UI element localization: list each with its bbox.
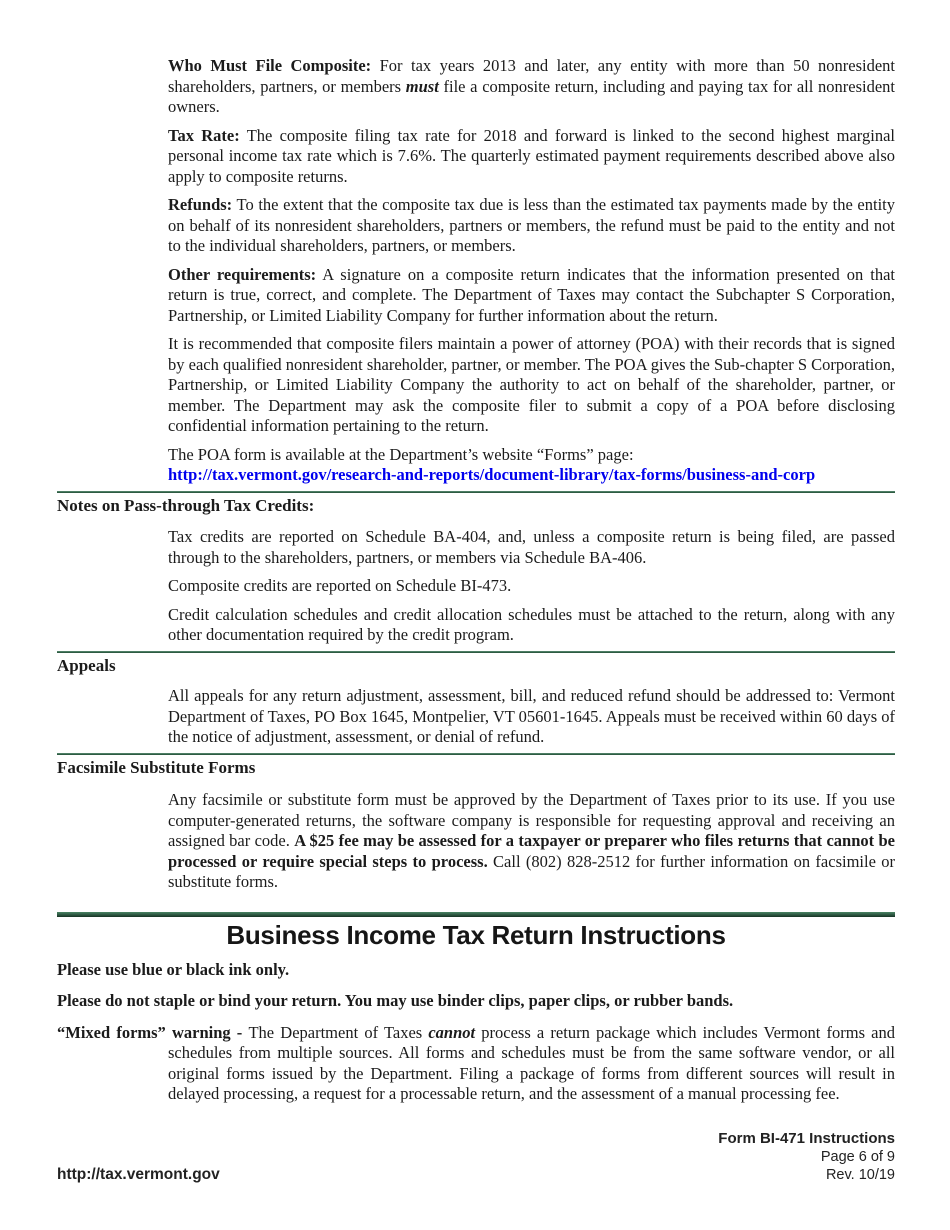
paragraph-who-must-file: Who Must File Composite: For tax years 2013 and later, any entity with more than 50 nonresident shareholders, partners, or members must file a composite return, including and paying tax for all nonresident owners.: [168, 56, 896, 116]
footer-revision: Rev. 10/19: [825, 1166, 895, 1183]
appeals-section-heading: Appeals: [57, 655, 116, 675]
paragraph-other-requirements: Other requirements: A signature on a composite return indicates that the information presented on that return is true, correct, and complete. The Department of Taxes may contact the Subchapter S Corporation, Partnership, or Limited Liability Company for further information about the return.: [168, 264, 895, 325]
paragraph-facsimile: Any facsimile or substitute form must be approved by the Department of Taxes prior to its use. If you use computer-generated returns, the software company is responsible for requesting approval and receiving an assigned bar code. A $25 fee may be assessed for a taxpayer or preparer who files returns that cannot be processed or require special steps to process. Call (802) 828-2512 for further information on facsimile or substitute forms.: [168, 790, 895, 891]
section-divider: [57, 491, 895, 493]
section-divider: [57, 651, 895, 653]
page-title: Business Income Tax Return Instructions: [226, 919, 726, 950]
section-divider: [57, 753, 895, 755]
paragraph-credit-calculation: Credit calculation schedules and credit allocation schedules must be attached to the return, along with any other documentation required by the credit program.: [168, 604, 895, 644]
title-divider: [57, 912, 895, 917]
poa-form-text: The POA form is available at the Department’s website “Forms” page:: [168, 444, 634, 464]
paragraph-appeals: All appeals for any return adjustment, assessment, bill, and reduced refund should be addressed to: Vermont Department of Taxes, PO Box 1645, Montpelier, VT 05601-1645. Appeals must be received within 60 days of the notice of adjustment, assessment, or denial of refund.: [168, 686, 895, 746]
paragraph-refunds: Refunds: To the extent that the composite tax due is less than the estimated tax payments made by the entity on behalf of its nonresident shareholders, partners or members, the refund must be paid to the entity and not to the individual shareholders, partners, or members.: [168, 195, 895, 255]
paragraph-credits-reported: Tax credits are reported on Schedule BA-404, and, unless a composite return is being filed, are passed through to the shareholders, partners, or members via Schedule BA-406.: [168, 527, 895, 567]
notice-ink: Please use blue or black ink only.: [57, 959, 290, 979]
notice-staple: Please do not staple or bind your return. You may use binder clips, paper clips, or rubber bands.: [57, 991, 734, 1010]
footer-site-url: http://tax.vermont.gov: [57, 1165, 220, 1183]
footer-form-name: Form BI-471 Instructions: [718, 1129, 895, 1147]
paragraph-poa-recommendation: It is recommended that composite filers maintain a power of attorney (POA) with their records that is signed by each qualified nonresident shareholder, partner, or member. The POA gives the Sub-chapter S Corporation, Partnership, or Limited Liability Company the authority to act on behalf of the shareholder, partner, or member. The Department may ask the composite filer to submit a copy of a POA before disclosing confidential information pertaining to the return.: [168, 334, 895, 435]
paragraph-composite-credits: Composite credits are reported on Schedule BI-473.: [168, 576, 512, 595]
facsimile-section-heading: Facsimile Substitute Forms: [57, 757, 256, 777]
page-footer: [57, 1129, 895, 1184]
paragraph-mixed-forms-warning: “Mixed forms” warning - The Department of Taxes cannot process a return package which includes Vermont forms and schedules from multiple sources. All forms and schedules must be from the same software vendor, or all original forms issued by the Department. Filing a package of forms from different sources will result in delayed processing, a request for a processable return, and the assessment of a manual processing fee.: [57, 1022, 895, 1103]
paragraph-tax-rate: Tax Rate: The composite filing tax rate for 2018 and forward is linked to the second highest marginal personal income tax rate which is 7.6%. The quarterly estimated payment requirements described above also apply to composite returns.: [168, 125, 895, 186]
poa-forms-link[interactable]: http://tax.vermont.gov/research-and-reports/document-library/tax-forms/business-and-corp: [168, 465, 816, 484]
footer-form-info: [718, 1129, 895, 1184]
credits-section-heading: Notes on Pass-through Tax Credits:: [57, 495, 315, 515]
footer-page-number: Page 6 of 9: [820, 1148, 895, 1165]
paragraph-poa-form: [168, 445, 895, 486]
